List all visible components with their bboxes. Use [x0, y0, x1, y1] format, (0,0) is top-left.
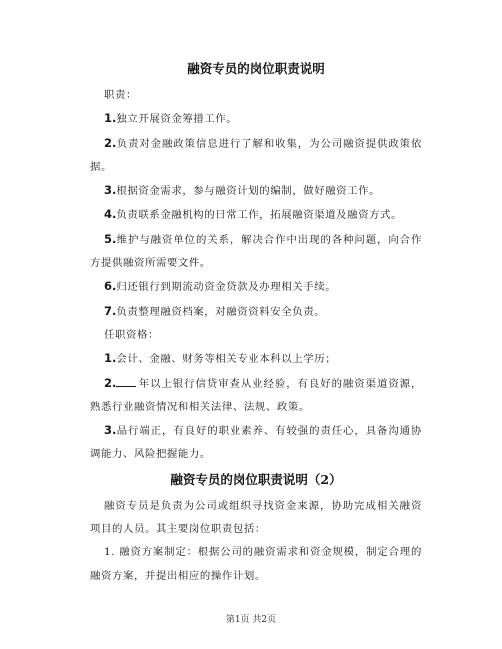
- qualification-text: 品行端正，有良好的职业素养、有较强的责任心，具备沟通协调能力、风险把握能力。: [90, 425, 422, 461]
- qualification-item: [90, 347, 422, 371]
- duty-text: 归还银行到期流动资金贷款及办理相关手续。: [116, 281, 337, 294]
- duty-number: 3.: [104, 183, 117, 198]
- duty-text: 独立开展资金筹措工作。: [116, 113, 238, 126]
- qualification-number: 3.: [104, 423, 117, 438]
- document-content: [90, 60, 422, 588]
- page-footer: 第1页 共2页: [225, 615, 277, 625]
- qualification-item: [90, 419, 422, 467]
- duty-text: 负责对金融政策信息进行了解和收集，为公司融资提供政策依据。: [90, 137, 422, 173]
- duty-item: [90, 107, 422, 131]
- intro-paragraph: 融资专员是负责为公司或组织寻找资金来源，协助完成相关融资项目的人员。其主要岗位职责包括：: [90, 499, 422, 536]
- duty-number: 1.: [104, 111, 117, 126]
- duties-heading: 职责：: [104, 89, 137, 101]
- duty-item: [90, 179, 422, 203]
- fill-in-blank: [116, 376, 136, 387]
- list-item: 1. 融资方案制定：根据公司的融资需求和资金规模，制定合理的融资方案，并提出相应的操作计划。: [90, 546, 422, 582]
- duty-text: 根据资金需求，参与融资计划的编制，做好融资工作。: [116, 185, 381, 198]
- duty-item: [90, 132, 422, 180]
- duty-item: [90, 203, 422, 227]
- duty-item: [90, 228, 422, 276]
- qualification-item: [90, 372, 422, 420]
- qualification-number: 2.: [104, 375, 117, 390]
- duty-number: 6.: [104, 279, 117, 294]
- qualifications-heading: 任职资格：: [104, 328, 159, 341]
- duty-text: 负责整理融资档案，对融资资料安全负责。: [116, 305, 326, 318]
- duty-item: [90, 300, 422, 324]
- duty-text: 维护与融资单位的关系，解决合作中出现的各种问题，向合作方提供融资所需要文件。: [90, 233, 422, 270]
- duty-number: 7.: [104, 303, 117, 318]
- duty-number: 4.: [104, 207, 117, 222]
- qualification-number: 1.: [104, 351, 117, 366]
- qualification-text: 会计、金融、财务等相关专业本科以上学历；: [116, 353, 337, 366]
- duty-number: 5.: [104, 231, 117, 246]
- qualification-text: 年以上银行信贷审查从业经验，有良好的融资渠道资源，熟悉行业融资情况和相关法律、法规、政策。: [90, 377, 422, 413]
- duty-text: 负责联系金融机构的日常工作，拓展融资渠道及融资方式。: [116, 209, 403, 222]
- section-title: 融资专员的岗位职责说明（2）: [170, 471, 342, 487]
- duty-number: 2.: [104, 135, 117, 150]
- document-title: 融资专员的岗位职责说明: [187, 61, 325, 76]
- duty-item: [90, 275, 422, 299]
